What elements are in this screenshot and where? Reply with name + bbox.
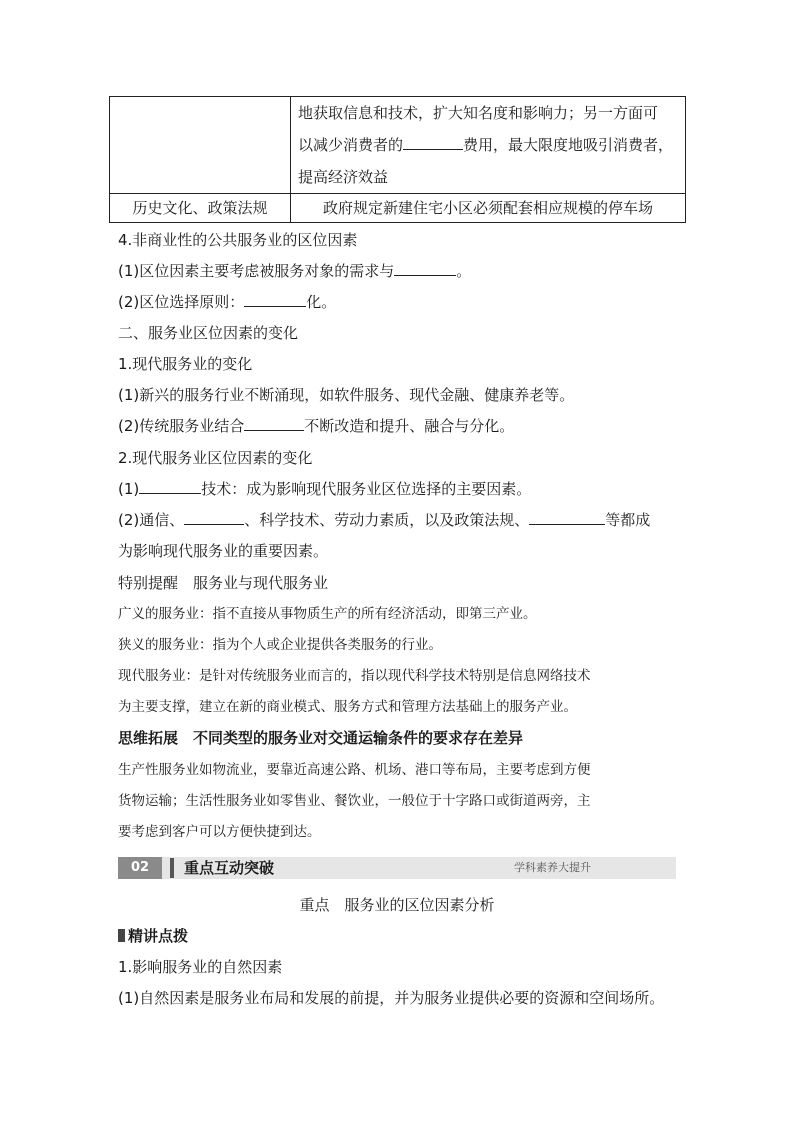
banner-subtitle: 学科素养大提升 [514, 861, 591, 874]
list-item: (1)新兴的服务行业不断涌现，如软件服务、现代金融、健康养老等。 [118, 386, 575, 404]
fill-blank[interactable] [139, 479, 201, 494]
subheading: 1.现代服务业的变化 [118, 355, 253, 373]
subheading: 2.现代服务业区位因素的变化 [118, 449, 313, 467]
list-item: (1)区位因素主要考虑被服务对象的需求与 。 [118, 262, 472, 280]
banner-title: 重点互动突破 [184, 859, 275, 877]
table-cell-example [291, 97, 686, 194]
part-heading: 二、服务业区位因素的变化 [118, 324, 299, 342]
fill-blank[interactable] [244, 416, 304, 431]
tip-line: 为主要支撑，建立在新的商业模式、服务方式和管理方法基础上的服务产业。 [118, 699, 577, 715]
section-banner [118, 857, 676, 879]
table-cell-line: 地获取信息和技术，扩大知名度和影响力；另一方面可 [298, 104, 659, 122]
banner-divider [170, 858, 174, 878]
fill-blank[interactable] [403, 135, 463, 150]
table-row [110, 194, 686, 223]
extension-line: 要考虑到客户可以方便快捷到达。 [118, 824, 321, 840]
table-cell-line: 以减少消费者的 费用，最大限度地吸引消费者， [298, 136, 674, 154]
extension-heading: 思维拓展 不同类型的服务业对交通运输条件的要求存在差异 [118, 729, 524, 747]
tip-line: 广义的服务业：指不直接从事物质生产的所有经济活动，即第三产业。 [118, 606, 537, 622]
section-heading: 4.非商业性的公共服务业的区位因素 [118, 231, 358, 249]
fill-blank[interactable] [394, 261, 456, 276]
table-row [110, 97, 686, 194]
list-item: (2)通信、 、科学技术、劳动力素质，以及政策法规、 等都成 [118, 511, 651, 529]
banner-number: 02 [118, 857, 162, 879]
subheading: 1.影响服务业的自然因素 [118, 958, 283, 976]
tip-line: 狭义的服务业：指为个人或企业提供各类服务的行业。 [118, 637, 442, 653]
key-point-title: 重点 服务业的区位因素分析 [299, 896, 495, 914]
fill-blank[interactable] [244, 292, 306, 307]
list-item: (2)区位选择原则： 化。 [118, 293, 337, 311]
list-item-continued: 为影响现代服务业的重要因素。 [118, 542, 329, 560]
key-section-heading: 精讲点拨 [118, 926, 188, 946]
factor-table [109, 96, 686, 223]
tip-line: 现代服务业：是针对传统服务业而言的，指以现代科学技术特别是信息网络技术 [118, 668, 591, 684]
table-cell-example: 政府规定新建住宅小区必须配套相应规模的停车场 [291, 194, 686, 223]
table-cell-factor: 历史文化、政策法规 [110, 194, 291, 223]
list-item: (1) 技术：成为影响现代服务业区位选择的主要因素。 [118, 480, 532, 498]
extension-line: 货物运输；生活性服务业如零售业、餐饮业，一般位于十字路口或街道两旁，主 [118, 793, 591, 809]
section-marker-icon [118, 929, 125, 942]
fill-blank[interactable] [529, 510, 605, 525]
fill-blank[interactable] [184, 510, 244, 525]
list-item: (1)自然因素是服务业布局和发展的前提，并为服务业提供必要的资源和空间场所。 [118, 989, 665, 1007]
table-cell-factor [110, 97, 291, 194]
list-item: (2)传统服务业结合 不断改造和提升、融合与分化。 [118, 417, 515, 435]
tip-heading: 特别提醒 服务业与现代服务业 [118, 574, 329, 592]
extension-line: 生产性服务业如物流业，要靠近高速公路、机场、港口等布局，主要考虑到方便 [118, 762, 591, 778]
table-cell-line: 提高经济效益 [298, 168, 389, 186]
